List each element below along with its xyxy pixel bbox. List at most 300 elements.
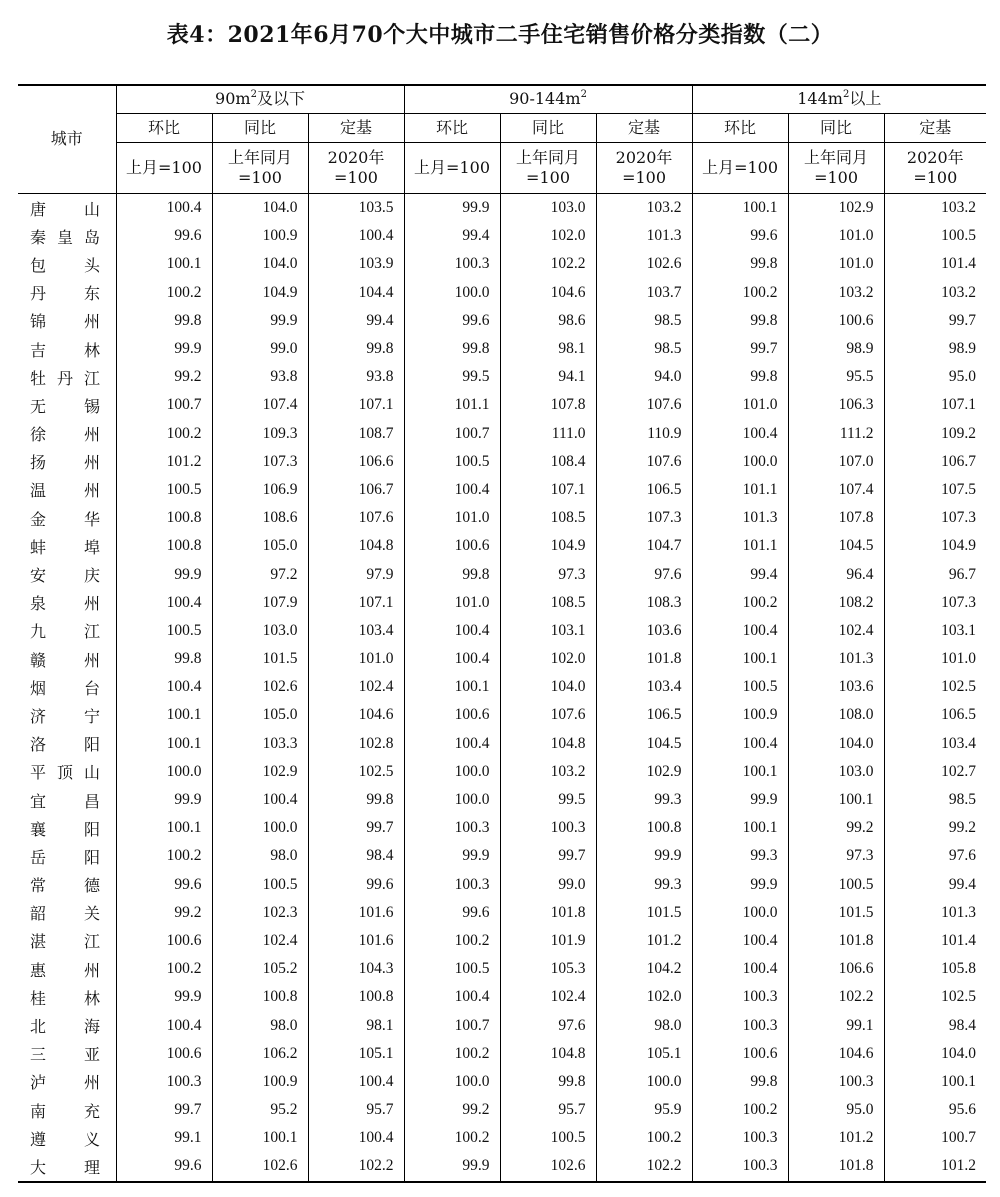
index-value: 99.9 xyxy=(116,560,212,588)
index-value: 100.4 xyxy=(692,420,788,448)
index-value: 100.2 xyxy=(116,279,212,307)
index-value: 107.6 xyxy=(500,701,596,729)
index-value: 99.9 xyxy=(116,983,212,1011)
base-header-line2: =100 xyxy=(622,168,667,187)
index-value: 99.7 xyxy=(692,335,788,363)
index-value: 100.4 xyxy=(692,955,788,983)
index-value: 101.1 xyxy=(404,391,500,419)
index-value: 100.1 xyxy=(692,814,788,842)
index-value: 101.8 xyxy=(788,927,884,955)
index-value: 100.4 xyxy=(404,730,500,758)
city-name: 丹 东 xyxy=(18,279,116,307)
city-name: 吉 林 xyxy=(18,335,116,363)
index-value: 107.1 xyxy=(308,391,404,419)
index-value: 94.1 xyxy=(500,363,596,391)
table-row xyxy=(18,814,986,842)
index-value: 106.7 xyxy=(941,452,977,470)
index-value: 101.9 xyxy=(500,927,596,955)
table-row xyxy=(18,673,986,701)
index-value: 99.8 xyxy=(692,1068,788,1096)
index-value: 100.2 xyxy=(116,420,212,448)
index-value: 100.1 xyxy=(692,194,788,223)
city-name: 宜 昌 xyxy=(18,786,116,814)
index-value: 104.8 xyxy=(308,532,404,560)
index-value: 107.5 xyxy=(941,480,977,498)
base-header-line1: 2020年 xyxy=(906,148,964,167)
index-value: 100.1 xyxy=(941,1072,977,1090)
index-value: 100.7 xyxy=(404,1011,500,1039)
index-value: 101.2 xyxy=(116,448,212,476)
table-body xyxy=(18,194,986,1181)
index-value: 99.8 xyxy=(500,1068,596,1096)
index-value: 108.6 xyxy=(212,504,308,532)
index-value: 100.4 xyxy=(308,1068,404,1096)
bottom-rule xyxy=(18,1181,986,1183)
index-value: 102.9 xyxy=(596,758,692,786)
city-name: 锦 州 xyxy=(18,307,116,335)
city-name: 蚌 埠 xyxy=(18,532,116,560)
city-name: 泸 州 xyxy=(18,1068,116,1096)
city-name: 烟 台 xyxy=(18,673,116,701)
base-header-line1: 上月=100 xyxy=(126,158,202,177)
city-name: 桂 林 xyxy=(18,983,116,1011)
index-value: 97.6 xyxy=(500,1011,596,1039)
index-value: 106.5 xyxy=(596,701,692,729)
sub-header: 定基 xyxy=(596,114,692,143)
index-value: 100.4 xyxy=(116,673,212,701)
index-value: 102.2 xyxy=(788,983,884,1011)
base-header-line2: =100 xyxy=(526,168,570,187)
index-value: 103.2 xyxy=(788,279,884,307)
index-value: 104.6 xyxy=(500,279,596,307)
index-value: 100.4 xyxy=(404,617,500,645)
index-value: 99.8 xyxy=(116,307,212,335)
index-value: 100.1 xyxy=(116,250,212,278)
city-name: 温 州 xyxy=(18,476,116,504)
table-row xyxy=(18,279,986,307)
price-index-table xyxy=(18,84,986,1181)
index-value: 107.9 xyxy=(212,589,308,617)
index-value: 100.1 xyxy=(116,814,212,842)
base-header-line1: 上年同月 xyxy=(804,148,869,167)
index-value: 101.8 xyxy=(500,899,596,927)
index-value: 100.0 xyxy=(404,758,500,786)
index-value: 100.0 xyxy=(596,1068,692,1096)
index-value: 103.6 xyxy=(596,617,692,645)
index-value: 104.6 xyxy=(308,701,404,729)
index-value: 99.5 xyxy=(404,363,500,391)
index-value: 97.6 xyxy=(948,847,977,865)
index-value: 104.9 xyxy=(500,532,596,560)
index-value: 102.2 xyxy=(308,1152,404,1180)
index-value: 102.7 xyxy=(941,762,977,780)
city-name: 惠 州 xyxy=(18,955,116,983)
city-name: 唐 山 xyxy=(18,194,116,223)
index-value: 104.3 xyxy=(308,955,404,983)
index-value: 100.5 xyxy=(212,871,308,899)
index-value: 102.6 xyxy=(500,1152,596,1180)
city-name: 大 理 xyxy=(18,1152,116,1180)
index-value: 100.6 xyxy=(692,1040,788,1068)
city-name: 济 宁 xyxy=(18,701,116,729)
table-row xyxy=(18,420,986,448)
index-value: 99.0 xyxy=(212,335,308,363)
index-value: 98.0 xyxy=(212,1011,308,1039)
index-value: 100.8 xyxy=(116,532,212,560)
index-value: 99.9 xyxy=(404,194,500,223)
index-value: 101.5 xyxy=(788,899,884,927)
index-value: 100.3 xyxy=(500,814,596,842)
table-row xyxy=(18,363,986,391)
index-value: 103.5 xyxy=(308,194,404,223)
index-value: 102.4 xyxy=(788,617,884,645)
index-value: 100.1 xyxy=(116,730,212,758)
table-row xyxy=(18,871,986,899)
index-value: 100.2 xyxy=(404,927,500,955)
group-header-90-below: $90m^2$及以下 xyxy=(116,84,404,114)
index-value: 107.8 xyxy=(500,391,596,419)
index-value: 100.5 xyxy=(404,955,500,983)
index-value: 103.3 xyxy=(212,730,308,758)
index-value: 99.8 xyxy=(308,786,404,814)
index-value: 100.2 xyxy=(404,1040,500,1068)
base-header-line1: 2020年 xyxy=(615,148,673,167)
index-value: 102.5 xyxy=(941,988,977,1006)
table-header xyxy=(18,84,986,194)
base-header-line1: 2020年 xyxy=(327,148,385,167)
table-row xyxy=(18,307,986,335)
index-value: 100.3 xyxy=(788,1068,884,1096)
index-value: 106.5 xyxy=(941,706,977,724)
index-value: 100.0 xyxy=(692,899,788,927)
base-header xyxy=(212,143,308,194)
city-name: 九 江 xyxy=(18,617,116,645)
index-value: 100.2 xyxy=(692,589,788,617)
index-value: 99.8 xyxy=(308,335,404,363)
index-value: 99.6 xyxy=(692,222,788,250)
index-value: 101.2 xyxy=(788,1124,884,1152)
index-value: 105.2 xyxy=(212,955,308,983)
index-value: 107.3 xyxy=(941,509,977,527)
index-value: 104.5 xyxy=(788,532,884,560)
index-value: 100.3 xyxy=(692,1011,788,1039)
index-value: 101.0 xyxy=(788,222,884,250)
index-value: 101.3 xyxy=(596,222,692,250)
index-value: 100.4 xyxy=(692,927,788,955)
index-value: 105.8 xyxy=(941,960,977,978)
index-value: 99.2 xyxy=(404,1096,500,1124)
index-value: 102.0 xyxy=(500,222,596,250)
city-name: 赣 州 xyxy=(18,645,116,673)
table-row xyxy=(18,645,986,673)
index-value: 107.3 xyxy=(941,593,977,611)
index-value: 98.5 xyxy=(948,791,977,809)
index-value: 98.6 xyxy=(500,307,596,335)
index-value: 100.1 xyxy=(788,786,884,814)
base-header xyxy=(884,143,986,194)
index-value: 100.0 xyxy=(116,758,212,786)
city-name: 泉 州 xyxy=(18,589,116,617)
index-value: 102.2 xyxy=(500,250,596,278)
index-value: 100.7 xyxy=(116,391,212,419)
index-value: 99.2 xyxy=(948,819,977,837)
index-value: 100.4 xyxy=(404,983,500,1011)
table-row xyxy=(18,899,986,927)
base-header xyxy=(692,143,788,194)
table-row xyxy=(18,1040,986,1068)
index-value: 95.9 xyxy=(596,1096,692,1124)
sub-header: 定基 xyxy=(308,114,404,143)
table-row xyxy=(18,842,986,870)
base-header xyxy=(308,143,404,194)
table-row xyxy=(18,504,986,532)
index-value: 100.2 xyxy=(596,1124,692,1152)
base-header-line1: 上月=100 xyxy=(702,158,779,177)
index-value: 104.0 xyxy=(500,673,596,701)
index-value: 107.6 xyxy=(596,391,692,419)
index-value: 99.7 xyxy=(116,1096,212,1124)
city-column-header: 城市 xyxy=(18,84,116,194)
index-value: 103.6 xyxy=(788,673,884,701)
base-header-line1: 上年同月 xyxy=(516,148,581,167)
index-value: 96.7 xyxy=(948,565,977,583)
index-value: 99.9 xyxy=(692,786,788,814)
index-value: 102.9 xyxy=(788,194,884,223)
index-value: 103.1 xyxy=(500,617,596,645)
index-value: 97.2 xyxy=(212,560,308,588)
index-value: 102.6 xyxy=(212,1152,308,1180)
index-value: 101.1 xyxy=(692,476,788,504)
index-value: 101.3 xyxy=(692,504,788,532)
index-value: 95.7 xyxy=(308,1096,404,1124)
index-value: 96.4 xyxy=(788,560,884,588)
index-value: 98.0 xyxy=(596,1011,692,1039)
index-value: 99.9 xyxy=(692,871,788,899)
index-value: 99.5 xyxy=(500,786,596,814)
index-value: 99.9 xyxy=(212,307,308,335)
index-value: 100.0 xyxy=(404,786,500,814)
index-value: 100.3 xyxy=(404,814,500,842)
index-value: 93.8 xyxy=(212,363,308,391)
index-value: 101.4 xyxy=(941,255,977,273)
index-value: 95.0 xyxy=(948,368,977,386)
index-value: 95.7 xyxy=(500,1096,596,1124)
city-name: 常 德 xyxy=(18,871,116,899)
index-value: 100.6 xyxy=(404,701,500,729)
index-value: 99.6 xyxy=(308,871,404,899)
index-value: 99.9 xyxy=(116,335,212,363)
city-name: 韶 关 xyxy=(18,899,116,927)
index-value: 103.0 xyxy=(212,617,308,645)
index-value: 99.8 xyxy=(404,335,500,363)
index-value: 97.6 xyxy=(596,560,692,588)
index-value: 100.4 xyxy=(116,194,212,223)
city-name: 扬 州 xyxy=(18,448,116,476)
index-value: 98.1 xyxy=(308,1011,404,1039)
index-value: 101.0 xyxy=(692,391,788,419)
table-row xyxy=(18,448,986,476)
index-value: 110.9 xyxy=(596,420,692,448)
index-value: 99.6 xyxy=(116,1152,212,1180)
index-value: 100.6 xyxy=(788,307,884,335)
index-value: 106.3 xyxy=(788,391,884,419)
index-value: 100.6 xyxy=(116,1040,212,1068)
index-value: 109.2 xyxy=(941,424,977,442)
index-value: 109.3 xyxy=(212,420,308,448)
index-value: 100.9 xyxy=(212,222,308,250)
index-value: 98.4 xyxy=(308,842,404,870)
index-value: 107.3 xyxy=(596,504,692,532)
table-row xyxy=(18,1152,986,1180)
index-value: 101.3 xyxy=(788,645,884,673)
index-value: 101.0 xyxy=(308,645,404,673)
index-value: 101.5 xyxy=(212,645,308,673)
index-value: 100.5 xyxy=(404,448,500,476)
index-value: 103.1 xyxy=(941,621,977,639)
index-value: 100.2 xyxy=(116,842,212,870)
index-value: 98.5 xyxy=(596,335,692,363)
index-value: 101.5 xyxy=(596,899,692,927)
group-header-90-144: $90-144m^2$ xyxy=(404,84,692,114)
index-value: 99.6 xyxy=(116,222,212,250)
index-value: 105.0 xyxy=(212,701,308,729)
index-value: 108.3 xyxy=(596,589,692,617)
index-value: 100.8 xyxy=(116,504,212,532)
city-name: 无 锡 xyxy=(18,391,116,419)
base-header xyxy=(788,143,884,194)
index-value: 100.1 xyxy=(212,1124,308,1152)
base-header-line1: 上月=100 xyxy=(414,158,490,177)
table-row xyxy=(18,1011,986,1039)
index-value: 99.2 xyxy=(788,814,884,842)
base-header-line2: =100 xyxy=(814,168,859,187)
index-value: 94.0 xyxy=(596,363,692,391)
index-value: 102.4 xyxy=(500,983,596,1011)
city-name: 安 庆 xyxy=(18,560,116,588)
index-value: 108.2 xyxy=(788,589,884,617)
base-header-line2: =100 xyxy=(334,168,378,187)
index-value: 104.6 xyxy=(788,1040,884,1068)
index-value: 98.9 xyxy=(948,340,977,358)
index-value: 98.9 xyxy=(788,335,884,363)
index-value: 111.0 xyxy=(500,420,596,448)
sub-header: 同比 xyxy=(500,114,596,143)
index-value: 97.3 xyxy=(500,560,596,588)
index-value: 101.2 xyxy=(941,1157,977,1175)
table-row xyxy=(18,391,986,419)
city-name: 岳 阳 xyxy=(18,842,116,870)
index-value: 104.9 xyxy=(212,279,308,307)
index-value: 100.2 xyxy=(116,955,212,983)
index-value: 104.4 xyxy=(308,279,404,307)
base-header xyxy=(596,143,692,194)
table-row xyxy=(18,730,986,758)
index-value: 106.6 xyxy=(788,955,884,983)
index-value: 99.8 xyxy=(116,645,212,673)
sub-header: 同比 xyxy=(788,114,884,143)
sub-header: 环比 xyxy=(692,114,788,143)
index-value: 100.1 xyxy=(692,645,788,673)
index-value: 107.8 xyxy=(788,504,884,532)
index-value: 100.3 xyxy=(404,250,500,278)
table-row xyxy=(18,194,986,223)
index-value: 100.6 xyxy=(116,927,212,955)
index-value: 102.6 xyxy=(596,250,692,278)
index-value: 99.8 xyxy=(692,250,788,278)
index-value: 95.6 xyxy=(948,1101,977,1119)
index-value: 100.5 xyxy=(500,1124,596,1152)
index-value: 99.6 xyxy=(116,871,212,899)
table-row xyxy=(18,927,986,955)
table-row xyxy=(18,476,986,504)
index-value: 106.6 xyxy=(308,448,404,476)
city-name: 北 海 xyxy=(18,1011,116,1039)
index-value: 98.1 xyxy=(500,335,596,363)
group-header-144-above: $144m^2$以上 xyxy=(692,84,986,114)
index-value: 102.4 xyxy=(308,673,404,701)
table-row xyxy=(18,250,986,278)
index-value: 101.1 xyxy=(692,532,788,560)
index-value: 98.5 xyxy=(596,307,692,335)
index-value: 105.0 xyxy=(212,532,308,560)
index-value: 107.1 xyxy=(941,396,977,414)
sub-header: 环比 xyxy=(404,114,500,143)
index-value: 103.0 xyxy=(500,194,596,223)
table-row xyxy=(18,1124,986,1152)
city-name: 洛 阳 xyxy=(18,730,116,758)
index-value: 100.2 xyxy=(692,1096,788,1124)
index-value: 100.3 xyxy=(116,1068,212,1096)
sub-header: 同比 xyxy=(212,114,308,143)
index-value: 97.9 xyxy=(308,560,404,588)
base-header xyxy=(500,143,596,194)
index-value: 101.6 xyxy=(308,927,404,955)
index-value: 101.0 xyxy=(788,250,884,278)
index-value: 107.6 xyxy=(308,504,404,532)
index-value: 103.4 xyxy=(596,673,692,701)
index-value: 99.6 xyxy=(404,307,500,335)
index-value: 100.5 xyxy=(692,673,788,701)
index-value: 101.2 xyxy=(596,927,692,955)
index-value: 103.2 xyxy=(941,199,977,217)
city-name: 牡 丹 江 xyxy=(18,363,116,391)
index-value: 105.1 xyxy=(308,1040,404,1068)
index-value: 108.4 xyxy=(500,448,596,476)
index-value: 100.1 xyxy=(116,701,212,729)
index-value: 103.4 xyxy=(308,617,404,645)
index-value: 99.9 xyxy=(404,1152,500,1180)
index-value: 103.2 xyxy=(500,758,596,786)
index-value: 104.8 xyxy=(500,1040,596,1068)
index-value: 99.4 xyxy=(404,222,500,250)
table-row xyxy=(18,786,986,814)
index-value: 100.5 xyxy=(116,476,212,504)
index-value: 107.6 xyxy=(596,448,692,476)
index-value: 105.1 xyxy=(596,1040,692,1068)
city-name: 徐 州 xyxy=(18,420,116,448)
index-value: 99.6 xyxy=(404,899,500,927)
index-value: 102.2 xyxy=(596,1152,692,1180)
index-value: 101.0 xyxy=(941,650,977,668)
index-value: 99.1 xyxy=(788,1011,884,1039)
index-value: 102.0 xyxy=(596,983,692,1011)
city-name: 包 头 xyxy=(18,250,116,278)
index-value: 103.2 xyxy=(596,194,692,223)
index-value: 100.4 xyxy=(404,476,500,504)
index-value: 99.0 xyxy=(500,871,596,899)
table-row xyxy=(18,1096,986,1124)
index-value: 100.4 xyxy=(692,617,788,645)
